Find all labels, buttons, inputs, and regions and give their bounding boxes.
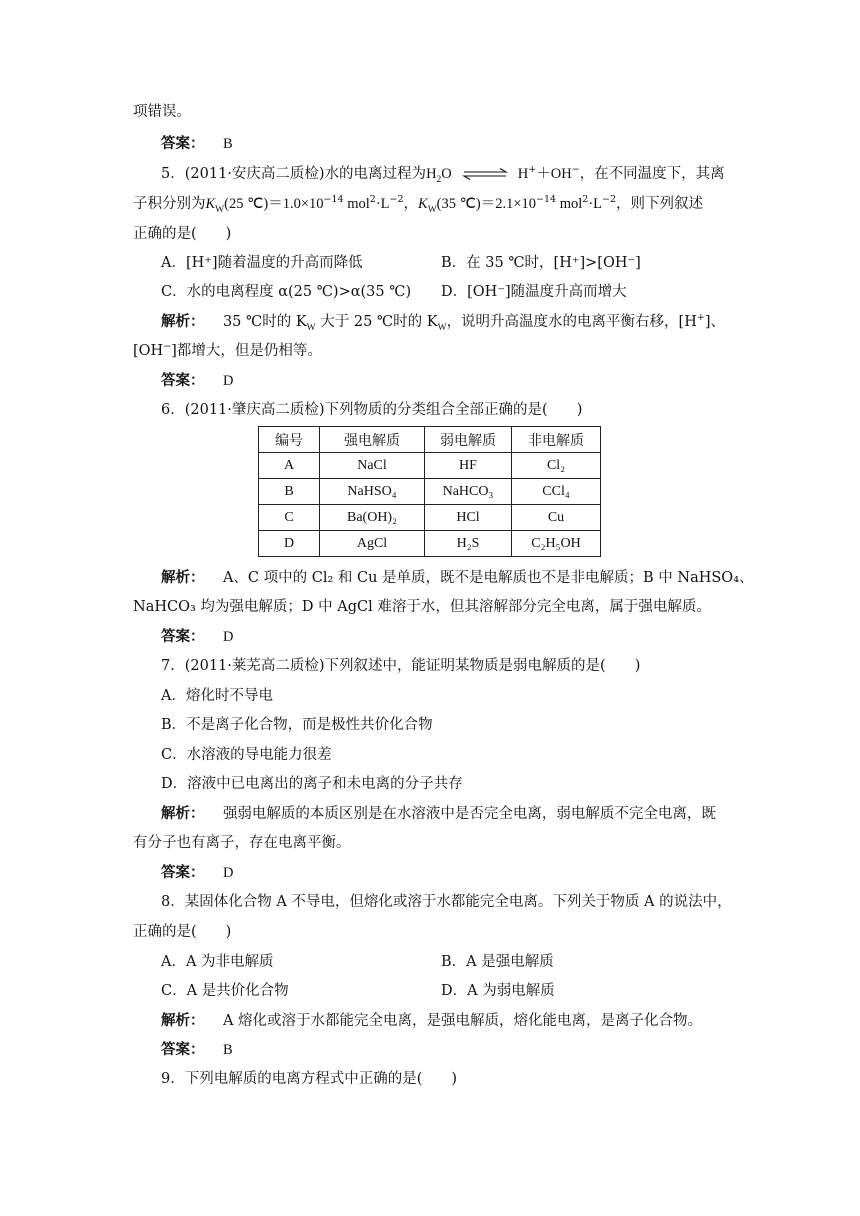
q6-answer [161,626,233,648]
analysis-part: ]、 [704,314,726,330]
answer-value: B [222,1042,233,1058]
table-row [259,453,601,479]
q5-analysis-line2: [OH−]都增大，但是仍相等。 [133,341,322,359]
analysis-part: ，说明升高温度水的电离平衡右移，[H [446,314,697,330]
q7-analysis-line1 [161,803,716,825]
kw25: (25 ℃)＝1.0×10 [224,196,324,212]
analysis-part: A 熔化或溶于水都能完全电离，是强电解质，熔化能电离，是离子化合物。 [222,1013,703,1029]
sq: 2 [582,194,589,206]
table-cell: NaCl [320,453,425,479]
analysis-part: 35 ℃时的 K [222,314,307,330]
q4-answer [161,133,233,155]
answer-value: B [222,136,233,152]
q7-option-a: A．熔化时不导电 [161,688,273,704]
table-cell: AgCl [320,531,425,557]
q5-option-d: D．[OH⁻]随温度升高而增大 [441,284,627,300]
q8-answer [161,1039,233,1061]
kw-sub: W [306,322,316,333]
q7-analysis-line2: 有分子也有离子，存在电离平衡。 [133,835,351,851]
table-row [259,505,601,531]
q5-species: H [426,166,437,182]
answer-value: D [222,865,234,881]
q8-question-line2: 正确的是( ) [133,924,232,940]
q7-option-d: D．溶液中已电离出的离子和未电离的分子共存 [161,776,463,792]
answer-label: 答案： [161,864,205,881]
exp: −14 [323,194,344,206]
table-cell: NaHSO₄ [320,479,425,505]
q5-line1: 5．(2011·安庆高二质检)水的电离过程为$H_2O$ H+＋OH−，在不同温度下，其离 [161,164,725,185]
table-cell: NaHCO₃ [425,479,512,505]
kw-sub: W [437,322,447,333]
table-header-cell: 非电解质 [512,427,601,453]
table-cell: C [259,505,320,531]
q7-option-c: C．水溶液的导电能力很差 [161,747,332,763]
continued-text: 项错误。 [133,104,191,120]
q5-option-a: A．[H⁺]随着温度的升高而降低 [161,255,363,271]
table-cell: Cl₂ [512,453,601,479]
q5-answer [161,370,233,392]
exp2: −2 [389,194,404,206]
q5-o: O [441,166,452,182]
q8-option-b: B．A 是强电解质 [441,954,554,970]
q5-line3: 正确的是( ) [133,226,232,242]
sep: ， [403,196,419,212]
table-cell: D [259,531,320,557]
exp2: −2 [602,194,617,206]
q5-analysis-line1: 解析： 35 ℃时的 $K_W$ 大于 25 ℃时的 $K_W$，说明升高温度水的电离平衡右移，[H+]、 [161,312,726,333]
table-header-row [259,427,601,453]
q8-option-d: D．A 为弱电解质 [441,983,555,999]
table-cell: Cu [512,505,601,531]
q8-option-a: A．A 为非电解质 [161,954,274,970]
equilibrium-arrow-icon [462,168,508,180]
table-cell: C₂H₅OH [512,531,601,557]
q7-option-b: B．不是离子化合物，而是极性共价化合物 [161,717,433,733]
unit: mol [556,196,583,212]
unit2: ·L [588,196,603,212]
q5-source: (2011·安庆高二质检) [184,166,325,182]
kw-sub: W [427,204,437,215]
q9-question: 9．下列电解质的电离方程式中正确的是( ) [161,1071,458,1087]
q5-h: H [517,166,529,182]
q5-line2 [133,193,703,215]
classification-table [258,426,601,557]
q5-number: 5． [161,166,185,182]
table-row [259,531,601,557]
q5-line2-tail: ，则下列叙述 [616,196,704,212]
analysis-part: 大于 25 ℃时的 K [315,314,438,330]
analysis-label: 解析： [161,805,205,822]
table-cell: A [259,453,320,479]
table-cell: HF [425,453,512,479]
answer-label: 答案： [161,1041,205,1058]
analysis-label: 解析： [161,569,205,586]
q6-analysis-line1 [161,567,754,589]
analysis-part: [OH [133,343,164,359]
sq: 2 [369,194,376,206]
answer-label: 答案： [161,628,205,645]
kw-symbol: K [205,196,216,212]
q6-analysis-line2: NaHCO₃ 均为强电解质；D 中 AgCl 难溶于水，但其溶解部分完全电离，属于强电解质。 [133,599,711,615]
analysis-label: 解析： [161,313,205,330]
q7-question: 7．(2011·莱芜高二质检)下列叙述中，能证明某物质是弱电解质的是( ) [161,658,641,674]
kw-symbol: K [418,196,428,212]
analysis-part: A、C 项中的 Cl₂ 和 Cu 是单质，既不是电解质也不是非电解质；B 中 NaHSO₄、 [222,570,754,586]
q8-option-c: C．A 是共价化合物 [161,983,289,999]
q5-option-b: B．在 35 ℃时，[H⁺]>[OH⁻] [441,255,641,271]
q5-sub: 2 [436,174,442,185]
table-cell: Ba(OH)₂ [320,505,425,531]
unit: mol [343,196,370,212]
q8-analysis [161,1010,702,1032]
analysis-part: ]都增大，但是仍相等。 [171,343,322,359]
q7-answer [161,862,233,884]
table-cell: B [259,479,320,505]
q5-tail: ，在不同温度下，其离 [579,166,725,182]
kw-sub: W [215,204,225,215]
exp: −14 [536,194,557,206]
answer-label: 答案： [161,372,205,389]
table-cell: CCl₄ [512,479,601,505]
table-cell: HCl [425,505,512,531]
q6-question: 6．(2011·肇庆高二质检)下列物质的分类组合全部正确的是( ) [161,402,583,418]
unit2: ·L [375,196,390,212]
answer-value: D [222,373,234,389]
table-row [259,479,601,505]
q8-question-line1: 8．某固体化合物 A 不导电，但熔化或溶于水都能完全电离。下列关于物质 A 的说法中， [161,894,732,910]
answer-label: 答案： [161,135,205,152]
analysis-part: 强弱电解质的本质区别是在水溶液中是否完全电离，弱电解质不完全电离，既 [222,806,716,822]
table-header-cell: 强电解质 [320,427,425,453]
analysis-label: 解析： [161,1012,205,1029]
answer-value: D [222,629,234,645]
q5-lead: 子积分别为 [133,196,206,212]
table-cell: H₂S [425,531,512,557]
q5-option-c: C．水的电离程度 α(25 ℃)>α(35 ℃) [161,284,412,300]
q5-oh: ＋OH [536,166,572,182]
table-header-cell: 编号 [259,427,320,453]
kw35: (35 ℃)＝2.1×10 [436,196,537,212]
q5-text: 水的电离过程为 [324,166,427,182]
table-header-cell: 弱电解质 [425,427,512,453]
